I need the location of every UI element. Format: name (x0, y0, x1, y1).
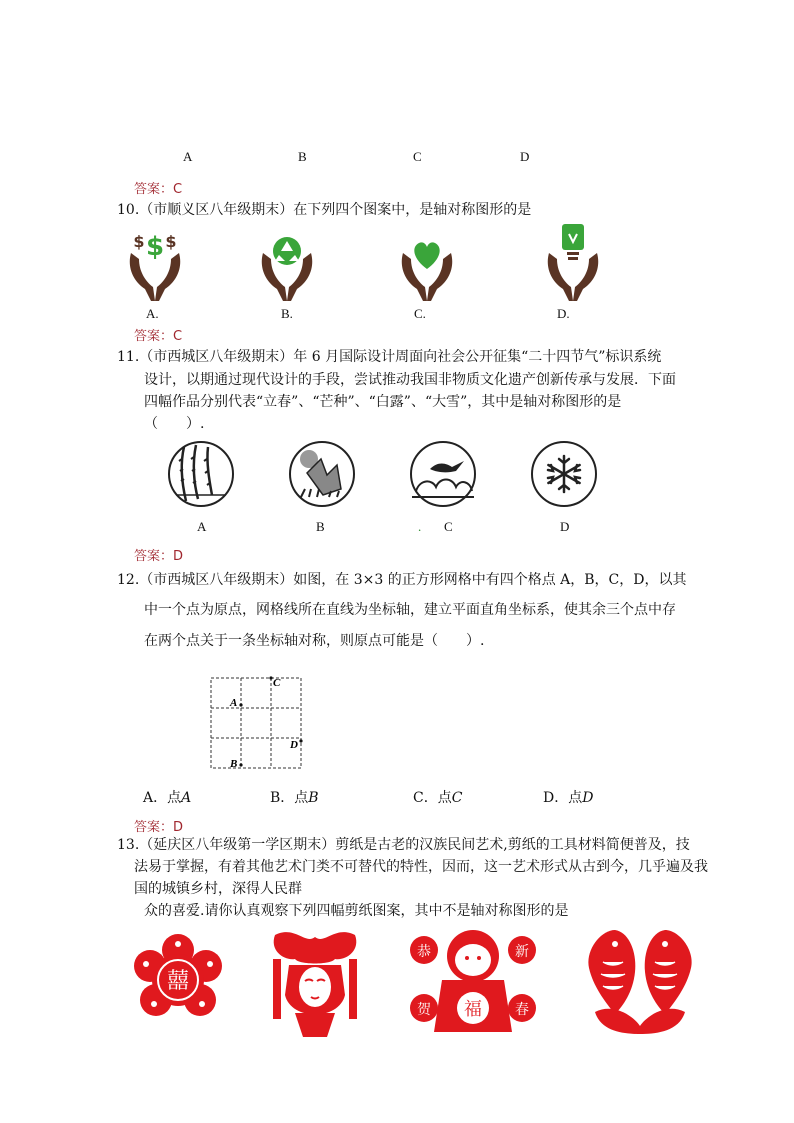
lantern-char-3: 贺 (417, 1002, 431, 1018)
q11-option-c: C (444, 519, 453, 534)
q10-option-d: D. (557, 306, 570, 321)
lichun-willow-icon (166, 439, 236, 509)
q13-stem-line-3: 国的城镇乡村，深得人民群 (134, 881, 302, 897)
answer-label: 答案： (134, 820, 174, 835)
svg-text:$: $ (133, 232, 145, 251)
q12-option-a: A．点A (143, 790, 192, 806)
q11-option-b: B (316, 519, 325, 534)
answer-value: D (173, 549, 184, 564)
q10-answer (134, 325, 182, 344)
hands-dollar-icon (125, 225, 185, 305)
lantern-char-4: 春 (515, 1002, 529, 1018)
answer-label: 答案： (134, 549, 174, 564)
svg-text:囍: 囍 (166, 969, 190, 994)
q12-answer (134, 816, 183, 835)
q10-stem: 10.（市顺义区八年级期末）在下列四个图案中，是轴对称图形的是 (117, 202, 532, 218)
mangzhong-field-icon (287, 439, 357, 509)
grid-point-a: A (230, 697, 238, 709)
answer-value: C (173, 329, 183, 344)
center-char-fu: 福 (464, 999, 482, 1020)
q9-option-a: A (183, 149, 193, 164)
svg-text:$: $ (145, 232, 165, 262)
answer-label: 答案： (134, 182, 174, 197)
q12-grid-figure (205, 672, 310, 777)
q9-option-b: B (298, 149, 307, 164)
grid-point-d: D (290, 739, 298, 751)
lantern-char-2: 新 (515, 944, 529, 960)
q9-answer (134, 178, 182, 197)
q10-option-c: C. (414, 306, 426, 321)
papercut-opera-mask-icon (265, 925, 365, 1040)
papercut-twin-fish-icon (575, 922, 705, 1040)
q13-stem-line-1: 13.（延庆区八年级第一学区期末）剪纸是古老的汉族民间艺术,剪纸的工具材料简便普及，技 (117, 837, 690, 853)
grid-point-c: C (273, 677, 281, 689)
answer-value: D (173, 820, 184, 835)
q11-stray-mark: . (418, 519, 422, 534)
bailu-egret-icon (408, 439, 478, 509)
q12-option-c: C．点C (413, 790, 463, 806)
lantern-char-1: 恭 (417, 944, 431, 960)
q11-stem-line-1: 11.（市西城区八年级期末）年 6 月国际设计周面向社会公开征集“二十四节气”标识系统 (117, 349, 662, 365)
answer-value: C (173, 182, 183, 197)
hands-heart-icon (397, 225, 457, 305)
q13-stem-line-2: 法易于掌握，有着其他艺术门类不可替代的特性，因而，这一艺术形式从古到今，几乎遍及我 (134, 859, 708, 875)
q11-stem-line-2: 设计，以期通过现代设计的手段，尝试推动我国非物质文化遗产创新传承与发展．下面 (144, 372, 676, 388)
grid-point-b: B (230, 758, 238, 770)
q10-option-a: A. (146, 306, 159, 321)
q12-stem-line-3: 在两个点关于一条坐标轴对称，则原点可能是（ ）. (144, 633, 485, 649)
q11-answer (134, 545, 183, 564)
q11-option-d: D (560, 519, 570, 534)
q9-option-c: C (413, 149, 422, 164)
q12-stem-line-2: 中一个点为原点，网格线所在直线为坐标轴，建立平面直角坐标系，使其余三个点中存 (144, 602, 676, 618)
q11-stem-line-4: （ ）. (144, 416, 205, 432)
q13-stem-line-4: 众的喜爱.请你认真观察下列四幅剪纸图案，其中不是轴对称图形的是 (144, 903, 569, 919)
q9-option-d: D (520, 149, 530, 164)
hands-recycle-icon (257, 225, 317, 305)
svg-text:$: $ (165, 232, 177, 251)
q11-option-a: A (197, 519, 207, 534)
hands-bulb-icon (543, 220, 603, 305)
papercut-flower-icon (128, 930, 228, 1030)
q10-option-b: B. (281, 306, 293, 321)
q12-option-b: B．点B (270, 790, 319, 806)
q12-option-d: D．点D (543, 790, 594, 806)
answer-label: 答案： (134, 329, 174, 344)
q12-stem-line-1: 12.（市西城区八年级期末）如图，在 3×3 的正方形网格中有四个格点 A，B，C，D，以其 (117, 572, 687, 588)
daxue-snowflake-icon (529, 439, 599, 509)
q11-stem-line-3: 四幅作品分别代表“立春”、“芒种”、“白露”、“大雪”，其中是轴对称图形的是 (144, 394, 622, 410)
papercut-new-year-girl-icon (408, 928, 538, 1038)
